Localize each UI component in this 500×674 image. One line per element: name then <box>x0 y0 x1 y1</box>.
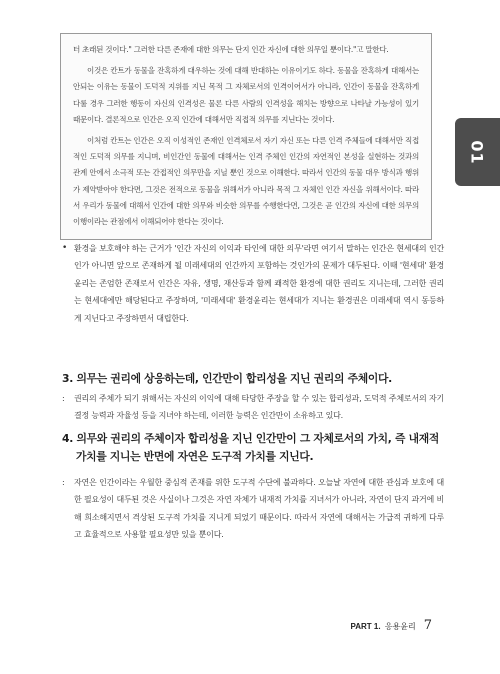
quote-paragraph: 터 초래된 것이다." 그러한 다른 존재에 대한 의무는 단지 인간 자신에 대한 의무일 뿐이다."고 말한다. <box>73 45 389 54</box>
page-footer <box>350 618 432 633</box>
footer-part-title: 응용윤리 <box>384 622 416 631</box>
bullet-paragraph-text: 환경을 보호해야 하는 근거가 '인간 자신의 이익과 타인에 대한 의무'라면 여기서 말하는 인간은 현세대의 인간인가 아니면 앞으로 존재하게 될 미래세대의 인간까지 포함하는 것인가의 문제가 대두된다. 이때 '현세대' 환경윤리는 존엄한 존재로서 인간은 자유, 생명, 재산등과 함께 쾌적한 환경에 대한 권리도 지니는데, 그러한 권리는 현세대에만 해당된다고 주장하며, '미래세대' 환경윤리는 현세대가 지니는 환경권은 미래세대 역시 동등하게 지닌다고 주장하면서 대립한다. <box>74 244 444 323</box>
quote-box <box>60 33 432 240</box>
footer-part-label: PART 1. <box>350 622 381 631</box>
footer-part <box>350 621 415 632</box>
bullet-paragraph <box>62 240 444 327</box>
quote-paragraph: 이처럼 칸트는 인간은 오직 이성적인 존재인 인격체로서 자기 자신 또는 다른 인격 주체들에 대해서만 직접적인 도덕적 의무를 지니며, 비인간인 동물에 대해서는 인격 주체인 인간의 자연적인 본성을 실현하는 것과의 관계 안에서 소극적 또는 간접적인 의무만을 지닐 뿐인 것으로 이해한다. 따라서 인간의 동물 대우 방식과 행위가 제약받아야 한다면, 그것은 전적으로 동물을 위해서가 아니라 목적 그 자체인 인간 자신을 위해서이다. 따라서 우리가 동물에 대해서 인간에 대한 의무와 비슷한 의무를 수행한다면, 그것은 곧 인간의 자신에 대한 의무의 이행이라는 관점에서 이해되어야 한다는 것이다. <box>73 136 419 227</box>
answer-colon: : <box>62 394 65 403</box>
section-heading <box>62 430 452 466</box>
bullet-icon: • <box>62 243 68 253</box>
section-answer <box>62 474 444 544</box>
section-heading-text: 3. 의무는 권리에 상응하는데, 인간만이 합리성을 지닌 권리의 주체이다. <box>62 372 392 385</box>
section-answer-text: 자연은 인간이라는 우월한 중심적 존재를 위한 도구적 수단에 불과하다. 오늘날 자연에 대한 관심과 보호에 대한 필요성이 대두된 것은 사실이나 그것은 자연 자체가 내재적 가치를 지녀서가 아니라, 자연이 단지 과거에 비해 희소해지면서 격상된 도구적 가치를 지니게 되었기 때문이다. 따라서 자연에 대해서는 가급적 귀하게 다루고 효율적으로 사용할 필요성만 있을 뿐이다. <box>74 478 444 540</box>
chapter-tab-label: 01 <box>467 139 487 165</box>
section-answer-text: 권리의 주체가 되기 위해서는 자신의 이익에 대해 타당한 주장을 할 수 있는 합리성과, 도덕적 주체로서의 자기결정 능력과 자율성 등을 지녀야 하는데, 이러한 능력은 인간만이 소유하고 있다. <box>74 394 444 421</box>
chapter-tab <box>455 118 500 186</box>
section-answer <box>62 390 444 425</box>
answer-colon: : <box>62 478 65 487</box>
quote-paragraph: 이것은 칸트가 동물을 잔혹하게 대우하는 것에 대해 반대하는 이유이기도 하다. 동물을 잔혹하게 대해서는 안되는 이유는 동물이 도덕적 지위를 지닌 목적 그 자체로서의 인격이어서가 아니라, 인간이 동물을 잔혹하게 다룰 경우 그러한 행동이 자신의 인격성은 물론 다른 사람의 인격성을 해치는 방향으로 나타날 가능성이 있기 때문이다. 결론적으로 인간은 오직 인간에 대해서만 직접적 의무를 지닌다는 것이다. <box>73 66 419 124</box>
page-number: 7 <box>423 618 432 633</box>
section-heading-text: 4. 의무와 권리의 주체이자 합리성을 지닌 인간만이 그 자체로서의 가치, 즉 내재적 <box>62 432 440 445</box>
section-heading <box>62 370 452 388</box>
section-heading-text: 가치를 지니는 반면에 자연은 도구적 가치를 지닌다. <box>76 450 314 463</box>
